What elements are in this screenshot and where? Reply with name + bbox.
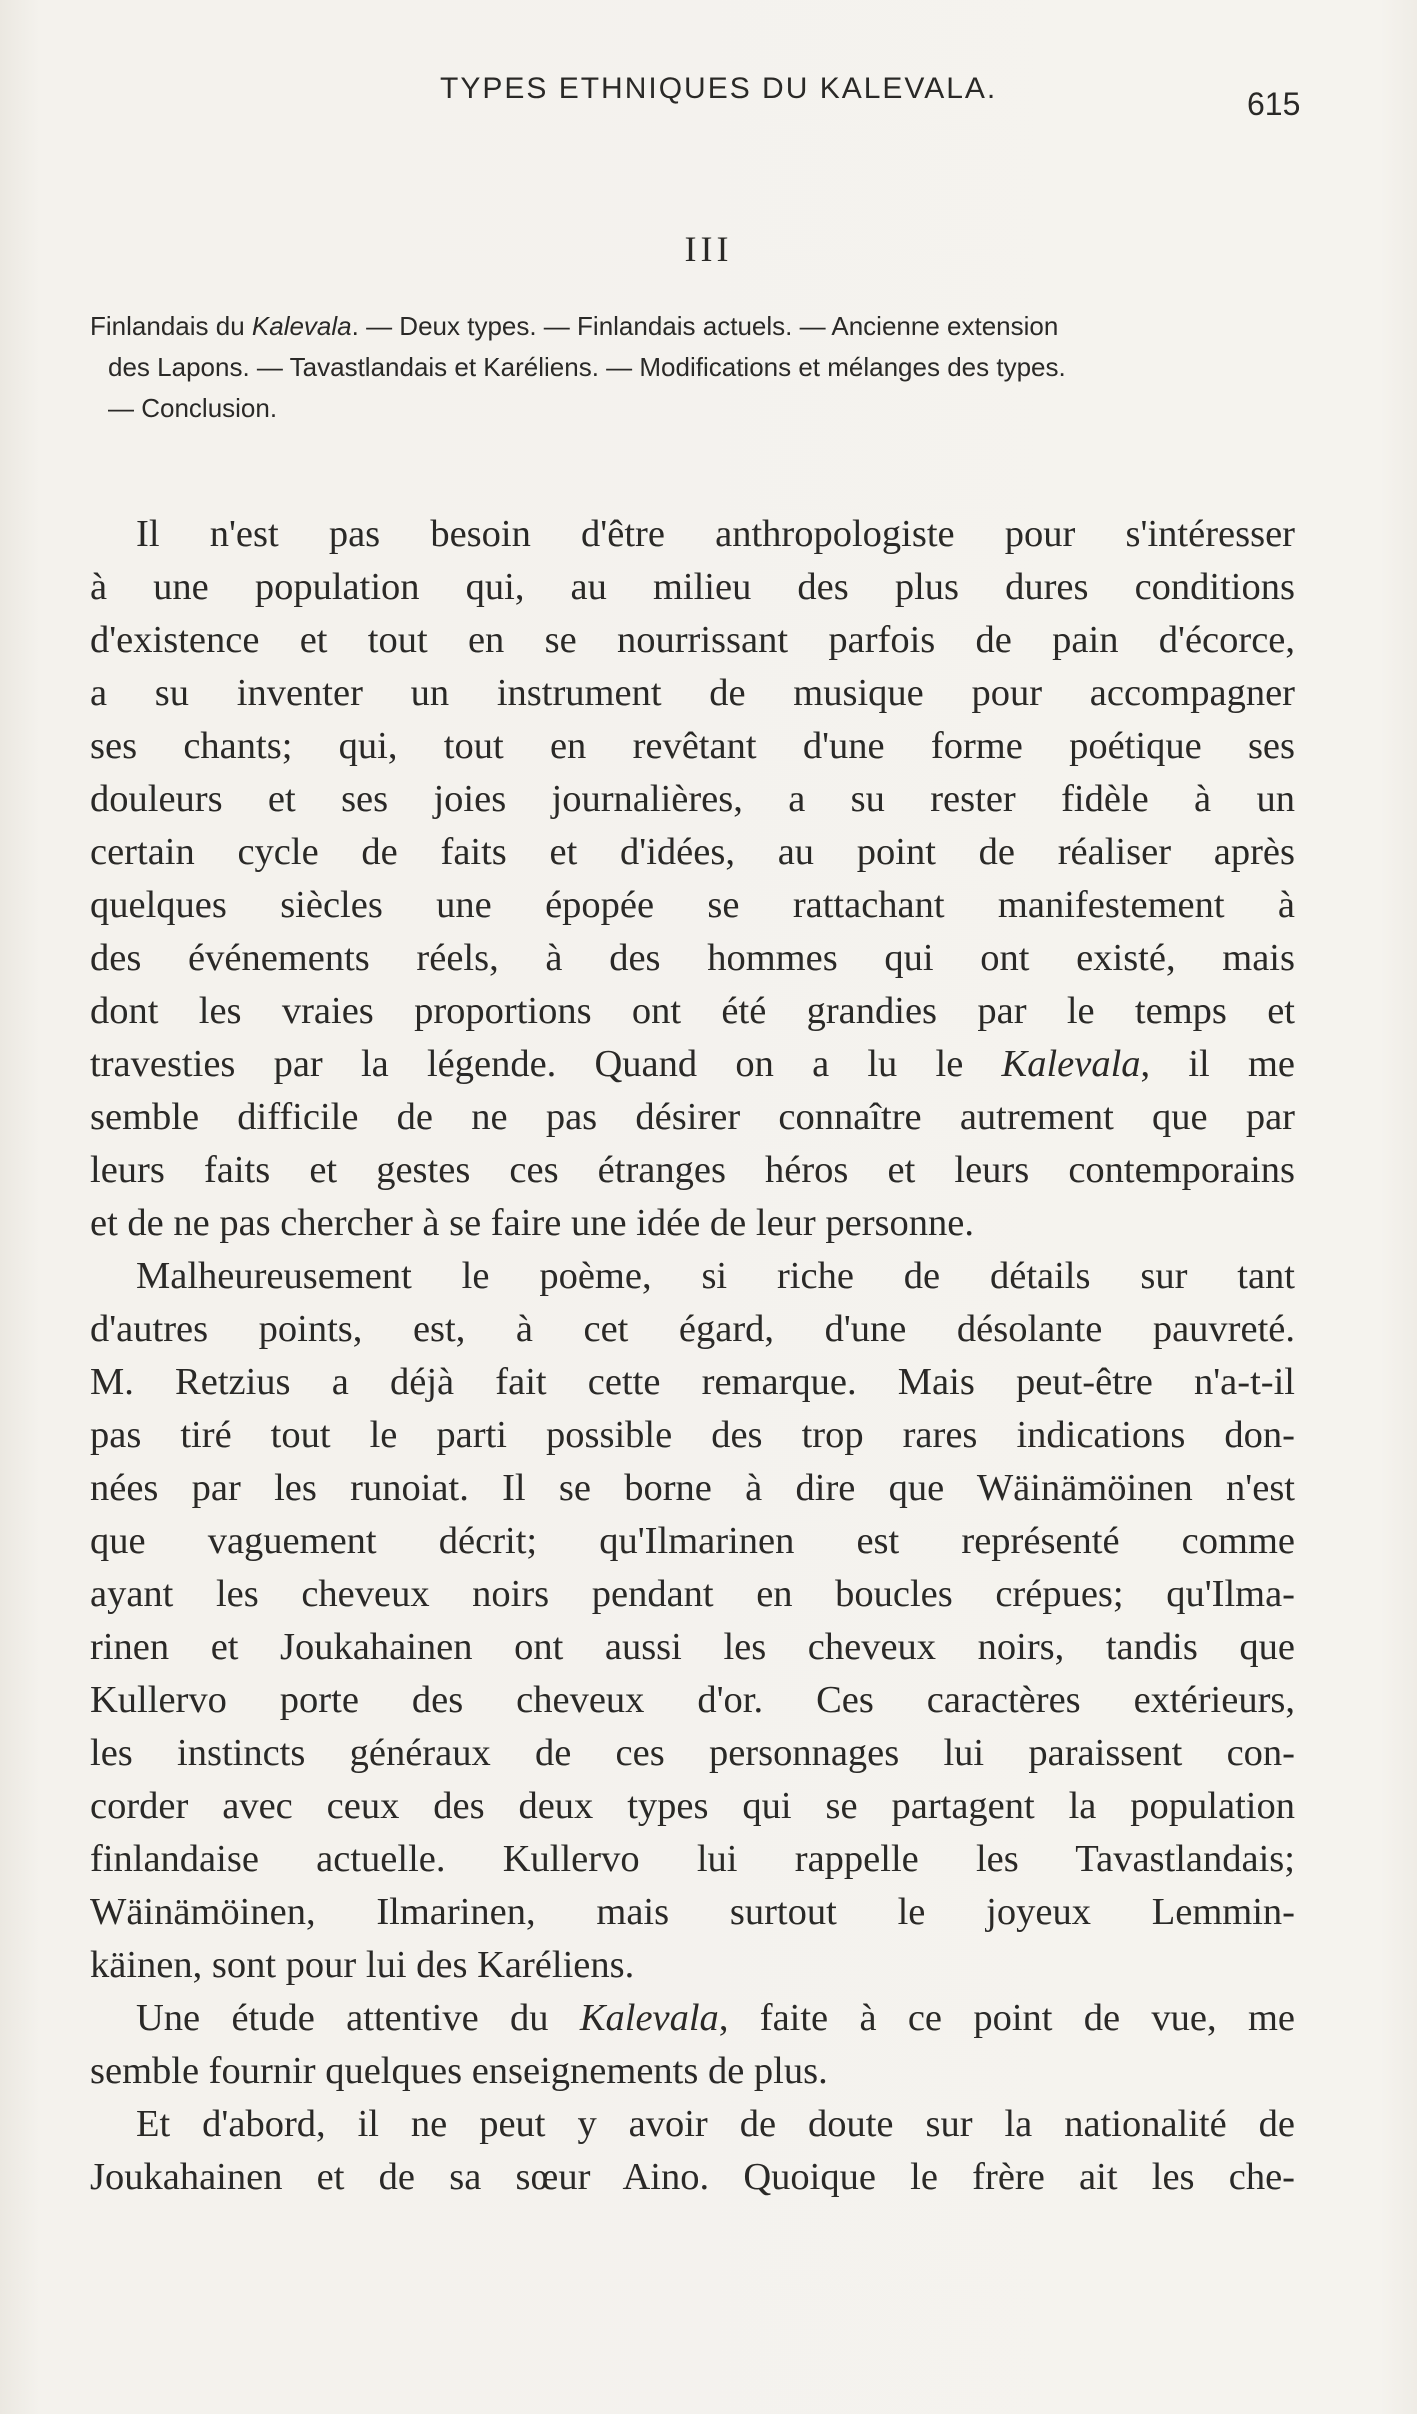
text-line: corder avec ceux des deux types qui se partagent la population <box>90 1785 1295 1827</box>
page-number: 615 <box>1247 86 1301 122</box>
body-text <box>90 508 1295 2204</box>
text-line: ayant les cheveux noirs pendant en boucles crépues; qu'Ilma- <box>90 1573 1295 1615</box>
text-line: leurs faits et gestes ces étranges héros et leurs contemporains <box>90 1149 1295 1191</box>
text-line: ses chants; qui, tout en revêtant d'une forme poétique ses <box>90 725 1295 767</box>
text-line: a su inventer un instrument de musique pour accompagner <box>90 672 1295 714</box>
text-line: d'autres points, est, à cet égard, d'une désolante pauvreté. <box>90 1308 1295 1350</box>
text-line: M. Retzius a déjà fait cette remarque. Mais peut-être n'a-t-il <box>90 1361 1295 1403</box>
text-line: à une population qui, au milieu des plus dures conditions <box>90 566 1295 608</box>
text-line: les instincts généraux de ces personnages lui paraissent con- <box>90 1732 1295 1774</box>
running-title: TYPES ETHNIQUES DU KALEVALA. <box>440 72 998 105</box>
text-line: Kullervo porte des cheveux d'or. Ces caractères extérieurs, <box>90 1679 1295 1721</box>
text-line: Une étude attentive du Kalevala, faite à ce point de vue, me <box>136 1997 1295 2039</box>
text-line: rinen et Joukahainen ont aussi les cheveux noirs, tandis que <box>90 1626 1295 1668</box>
text-line: nées par les runoiat. Il se borne à dire que Wäinämöinen n'est <box>90 1467 1295 1509</box>
section-number: III <box>684 229 733 269</box>
text-line: Et d'abord, il ne peut y avoir de doute sur la nationalité de <box>136 2103 1295 2145</box>
text-line: semble fournir quelques enseignements de plus. <box>90 2050 828 2092</box>
running-head <box>0 72 1417 122</box>
text-line: käinen, sont pour lui des Karéliens. <box>90 1944 635 1986</box>
text-line: des événements réels, à des hommes qui ont existé, mais <box>90 937 1295 979</box>
text-line: que vaguement décrit; qu'Ilmarinen est représenté comme <box>90 1520 1295 1562</box>
text-line: semble difficile de ne pas désirer connaître autrement que par <box>90 1096 1295 1138</box>
text-line: d'existence et tout en se nourrissant parfois de pain d'écorce, <box>90 619 1295 661</box>
text-line: Joukahainen et de sa sœur Aino. Quoique le frère ait les che- <box>90 2156 1295 2198</box>
text-line: Malheureusement le poème, si riche de détails sur tant <box>136 1255 1295 1297</box>
text-line: et de ne pas chercher à se faire une idée de leur personne. <box>90 1202 974 1244</box>
summary-line: des Lapons. — Tavastlandais et Karéliens. — Modifications et mélanges des types. <box>108 352 1066 382</box>
work-title-italic: Kalevala <box>579 1997 719 2039</box>
text-line: travesties par la légende. Quand on a lu le Kalevala, il me <box>90 1043 1295 1085</box>
text-line: certain cycle de faits et d'idées, au point de réaliser après <box>90 831 1295 873</box>
text-line: Wäinämöinen, Ilmarinen, mais surtout le joyeux Lemmin- <box>90 1891 1295 1933</box>
text-line: Il n'est pas besoin d'être anthropologiste pour s'intéresser <box>136 513 1295 555</box>
summary-line: Finlandais du Kalevala. — Deux types. — Finlandais actuels. — Ancienne extension <box>90 311 1059 341</box>
work-title-italic: Kalevala <box>1001 1043 1141 1085</box>
text-line: finlandaise actuelle. Kullervo lui rappelle les Tavastlandais; <box>90 1838 1295 1880</box>
text-line: quelques siècles une épopée se rattachant manifestement à <box>90 884 1295 926</box>
summary-line: — Conclusion. <box>108 393 278 423</box>
work-title-italic: Kalevala <box>251 311 352 341</box>
text-line: douleurs et ses joies journalières, a su rester fidèle à un <box>90 778 1295 820</box>
section-summary <box>90 306 1295 429</box>
text-line: dont les vraies proportions ont été grandies par le temps et <box>90 990 1295 1032</box>
text-line: pas tiré tout le parti possible des trop rares indications don- <box>90 1414 1295 1456</box>
